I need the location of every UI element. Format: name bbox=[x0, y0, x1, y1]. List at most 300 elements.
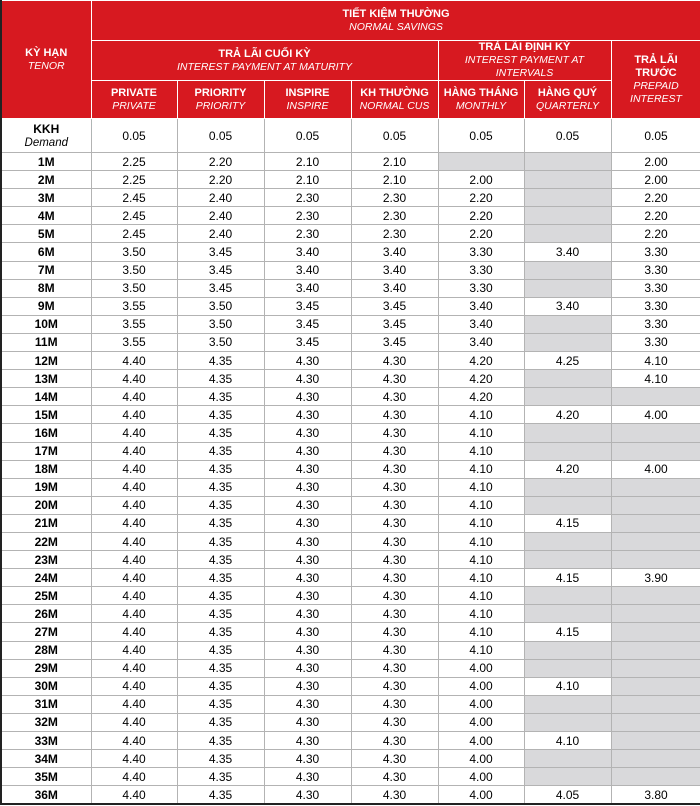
unavailable-cell bbox=[611, 750, 700, 768]
rate-cell: 4.05 bbox=[524, 786, 611, 804]
rate-cell: 4.40 bbox=[91, 768, 177, 786]
rate-cell: 4.30 bbox=[264, 641, 351, 659]
unavailable-cell bbox=[524, 333, 611, 351]
rate-cell: 2.10 bbox=[351, 153, 438, 171]
rate-cell: 3.45 bbox=[264, 333, 351, 351]
rate-cell: 4.30 bbox=[264, 478, 351, 496]
rate-cell: 3.40 bbox=[524, 243, 611, 261]
rate-cell: 3.40 bbox=[351, 261, 438, 279]
rate-cell: 4.10 bbox=[438, 551, 524, 569]
table-row bbox=[1, 207, 700, 225]
table-row bbox=[1, 424, 700, 442]
rate-cell: 4.30 bbox=[264, 750, 351, 768]
tenor-cell: 35M bbox=[1, 768, 91, 786]
rate-cell: 4.30 bbox=[264, 677, 351, 695]
rate-cell: 2.40 bbox=[177, 189, 264, 207]
rate-cell: 4.35 bbox=[177, 388, 264, 406]
table-row bbox=[1, 587, 700, 605]
rate-cell: 3.30 bbox=[611, 315, 700, 333]
tenor-header-vi: KỲ HẠN bbox=[25, 46, 68, 59]
tenor-cell: 19M bbox=[1, 478, 91, 496]
rate-cell: 3.50 bbox=[177, 315, 264, 333]
rate-cell: 3.80 bbox=[611, 786, 700, 804]
rate-cell: 4.35 bbox=[177, 713, 264, 731]
rate-cell: 4.10 bbox=[438, 587, 524, 605]
rate-cell: 4.30 bbox=[264, 605, 351, 623]
rate-cell: 4.40 bbox=[91, 496, 177, 514]
rate-cell: 4.00 bbox=[438, 713, 524, 731]
rate-cell: 2.20 bbox=[611, 225, 700, 243]
unavailable-cell bbox=[524, 225, 611, 243]
rate-cell: 4.20 bbox=[524, 406, 611, 424]
table-row bbox=[1, 677, 700, 695]
rate-cell: 4.10 bbox=[438, 623, 524, 641]
unavailable-cell bbox=[524, 261, 611, 279]
tenor-cell: 7M bbox=[1, 261, 91, 279]
tenor-cell: 34M bbox=[1, 750, 91, 768]
rate-cell: 4.10 bbox=[438, 406, 524, 424]
unavailable-cell bbox=[611, 424, 700, 442]
rate-cell: 4.30 bbox=[351, 569, 438, 587]
at-intervals-vi: TRẢ LÃI ĐỊNH KỲ bbox=[478, 41, 571, 53]
rate-cell: 0.05 bbox=[91, 119, 177, 153]
rate-cell: 4.35 bbox=[177, 659, 264, 677]
tenor-header bbox=[1, 1, 91, 119]
rate-cell: 4.30 bbox=[351, 641, 438, 659]
table-row bbox=[1, 243, 700, 261]
rate-cell: 4.40 bbox=[91, 514, 177, 532]
rate-cell: 3.45 bbox=[351, 333, 438, 351]
unavailable-cell bbox=[524, 442, 611, 460]
rate-cell: 4.00 bbox=[438, 695, 524, 713]
tenor-cell: 21M bbox=[1, 514, 91, 532]
rate-cell: 4.30 bbox=[351, 677, 438, 695]
column-header-normal-cus: KH THƯỜNG NORMAL CUS bbox=[351, 81, 438, 119]
rate-cell: 3.30 bbox=[611, 333, 700, 351]
table-row bbox=[1, 406, 700, 424]
rate-cell: 3.55 bbox=[91, 297, 177, 315]
rate-cell: 4.00 bbox=[438, 750, 524, 768]
table-row bbox=[1, 605, 700, 623]
rate-cell: 2.20 bbox=[438, 225, 524, 243]
rate-cell: 4.35 bbox=[177, 587, 264, 605]
rate-cell: 4.30 bbox=[264, 569, 351, 587]
rate-cell: 3.45 bbox=[264, 297, 351, 315]
rate-cell: 4.25 bbox=[524, 352, 611, 370]
table-row bbox=[1, 478, 700, 496]
tenor-cell: 33M bbox=[1, 732, 91, 750]
rate-cell: 3.40 bbox=[438, 333, 524, 351]
table-row bbox=[1, 279, 700, 297]
rate-cell: 4.20 bbox=[438, 370, 524, 388]
unavailable-cell bbox=[524, 388, 611, 406]
tenor-cell: 23M bbox=[1, 551, 91, 569]
unavailable-cell bbox=[524, 171, 611, 189]
rate-cell: 4.00 bbox=[438, 768, 524, 786]
rate-cell: 4.40 bbox=[91, 677, 177, 695]
tenor-cell: 28M bbox=[1, 641, 91, 659]
normal-savings-en: NORMAL SAVINGS bbox=[349, 20, 443, 33]
tenor-cell: 10M bbox=[1, 315, 91, 333]
rate-cell: 4.10 bbox=[611, 352, 700, 370]
rate-cell: 4.30 bbox=[351, 496, 438, 514]
unavailable-cell bbox=[611, 677, 700, 695]
rate-cell: 4.40 bbox=[91, 442, 177, 460]
unavailable-cell bbox=[438, 153, 524, 171]
rate-cell: 4.20 bbox=[438, 388, 524, 406]
rate-cell: 4.30 bbox=[264, 695, 351, 713]
rate-cell: 2.40 bbox=[177, 207, 264, 225]
rate-cell: 4.35 bbox=[177, 424, 264, 442]
tenor-cell: 9M bbox=[1, 297, 91, 315]
rate-cell: 4.35 bbox=[177, 460, 264, 478]
tenor-cell: 6M bbox=[1, 243, 91, 261]
table-row bbox=[1, 119, 700, 153]
rate-cell: 3.30 bbox=[438, 279, 524, 297]
table-row bbox=[1, 551, 700, 569]
table-row bbox=[1, 153, 700, 171]
rate-cell: 2.00 bbox=[611, 153, 700, 171]
rate-cell: 3.30 bbox=[611, 261, 700, 279]
table-row bbox=[1, 569, 700, 587]
rate-cell: 4.35 bbox=[177, 677, 264, 695]
rate-cell: 4.30 bbox=[351, 388, 438, 406]
rate-cell: 4.30 bbox=[351, 605, 438, 623]
tenor-cell: 15M bbox=[1, 406, 91, 424]
rate-cell: 4.00 bbox=[611, 460, 700, 478]
rate-cell: 4.30 bbox=[264, 496, 351, 514]
rate-cell: 4.30 bbox=[264, 713, 351, 731]
rate-cell: 4.30 bbox=[264, 768, 351, 786]
rate-cell: 4.30 bbox=[264, 786, 351, 804]
tenor-cell: 27M bbox=[1, 623, 91, 641]
rate-cell: 4.00 bbox=[438, 677, 524, 695]
unavailable-cell bbox=[524, 424, 611, 442]
rate-cell: 4.30 bbox=[351, 713, 438, 731]
at-intervals-header bbox=[438, 41, 611, 81]
table-row bbox=[1, 496, 700, 514]
rate-cell: 3.40 bbox=[351, 243, 438, 261]
rate-cell: 4.30 bbox=[351, 424, 438, 442]
unavailable-cell bbox=[524, 370, 611, 388]
rate-cell: 4.30 bbox=[264, 551, 351, 569]
rate-cell: 4.30 bbox=[351, 587, 438, 605]
column-header-quarterly: HÀNG QUÝ QUARTERLY bbox=[524, 81, 611, 119]
tenor-cell: 4M bbox=[1, 207, 91, 225]
table-header bbox=[1, 1, 700, 119]
rate-cell: 3.40 bbox=[351, 279, 438, 297]
unavailable-cell bbox=[524, 189, 611, 207]
rate-cell: 4.40 bbox=[91, 424, 177, 442]
unavailable-cell bbox=[611, 442, 700, 460]
rate-cell: 4.40 bbox=[91, 623, 177, 641]
rate-cell: 4.10 bbox=[438, 424, 524, 442]
table-row bbox=[1, 370, 700, 388]
unavailable-cell bbox=[611, 659, 700, 677]
rate-cell: 4.40 bbox=[91, 352, 177, 370]
rate-cell: 3.50 bbox=[91, 261, 177, 279]
rate-cell: 3.30 bbox=[611, 243, 700, 261]
rate-cell: 2.30 bbox=[264, 207, 351, 225]
unavailable-cell bbox=[611, 532, 700, 550]
rate-cell: 3.40 bbox=[264, 279, 351, 297]
rate-cell: 4.35 bbox=[177, 551, 264, 569]
rate-cell: 2.30 bbox=[351, 225, 438, 243]
tenor-cell: 3M bbox=[1, 189, 91, 207]
rate-cell: 4.10 bbox=[438, 496, 524, 514]
rate-cell: 4.30 bbox=[351, 478, 438, 496]
table-row bbox=[1, 388, 700, 406]
rate-cell: 4.40 bbox=[91, 532, 177, 550]
unavailable-cell bbox=[611, 768, 700, 786]
rate-cell: 4.10 bbox=[438, 532, 524, 550]
rate-cell: 4.30 bbox=[264, 424, 351, 442]
rate-cell: 2.20 bbox=[438, 189, 524, 207]
rate-cell: 3.50 bbox=[91, 243, 177, 261]
unavailable-cell bbox=[524, 605, 611, 623]
rate-cell: 4.30 bbox=[351, 623, 438, 641]
tenor-cell: 32M bbox=[1, 713, 91, 731]
rate-cell: 4.40 bbox=[91, 587, 177, 605]
rate-cell: 0.05 bbox=[351, 119, 438, 153]
rate-cell: 0.05 bbox=[264, 119, 351, 153]
table-row bbox=[1, 442, 700, 460]
rate-cell: 4.10 bbox=[438, 478, 524, 496]
rate-cell: 2.20 bbox=[611, 189, 700, 207]
rate-cell: 4.20 bbox=[524, 460, 611, 478]
rate-cell: 2.30 bbox=[351, 189, 438, 207]
rate-cell: 4.30 bbox=[351, 659, 438, 677]
rate-cell: 2.25 bbox=[91, 153, 177, 171]
rate-cell: 4.40 bbox=[91, 569, 177, 587]
unavailable-cell bbox=[524, 315, 611, 333]
rate-cell: 3.45 bbox=[177, 243, 264, 261]
table-row bbox=[1, 315, 700, 333]
table-row bbox=[1, 713, 700, 731]
rate-cell: 4.10 bbox=[524, 677, 611, 695]
prepaid-header bbox=[611, 41, 700, 119]
table-row bbox=[1, 171, 700, 189]
tenor-cell: 2M bbox=[1, 171, 91, 189]
rate-cell: 4.15 bbox=[524, 514, 611, 532]
rate-cell: 4.40 bbox=[91, 551, 177, 569]
at-maturity-vi: TRẢ LÃI CUỐI KỲ bbox=[218, 47, 311, 60]
tenor-cell: 30M bbox=[1, 677, 91, 695]
rate-cell: 4.20 bbox=[438, 352, 524, 370]
rate-cell: 4.35 bbox=[177, 786, 264, 804]
rate-cell: 4.30 bbox=[351, 695, 438, 713]
prepaid-vi: TRẢ LÃI TRƯỚC bbox=[634, 53, 678, 79]
rate-cell: 3.50 bbox=[177, 297, 264, 315]
rate-cell: 4.10 bbox=[524, 732, 611, 750]
rate-cell: 4.30 bbox=[351, 750, 438, 768]
rate-cell: 2.30 bbox=[264, 189, 351, 207]
rate-cell: 4.30 bbox=[351, 786, 438, 804]
rate-cell: 4.00 bbox=[438, 786, 524, 804]
tenor-cell: 25M bbox=[1, 587, 91, 605]
unavailable-cell bbox=[611, 587, 700, 605]
unavailable-cell bbox=[524, 207, 611, 225]
unavailable-cell bbox=[524, 587, 611, 605]
unavailable-cell bbox=[524, 153, 611, 171]
tenor-cell: 1M bbox=[1, 153, 91, 171]
rate-cell: 3.45 bbox=[177, 279, 264, 297]
rate-cell: 4.10 bbox=[438, 514, 524, 532]
unavailable-cell bbox=[611, 605, 700, 623]
rate-cell: 4.10 bbox=[438, 605, 524, 623]
rate-cell: 4.30 bbox=[351, 442, 438, 460]
tenor-cell: 24M bbox=[1, 569, 91, 587]
normal-savings-header bbox=[91, 1, 700, 41]
rate-cell: 4.00 bbox=[438, 732, 524, 750]
rate-cell: 0.05 bbox=[611, 119, 700, 153]
rate-cell: 2.20 bbox=[438, 207, 524, 225]
table-row bbox=[1, 750, 700, 768]
unavailable-cell bbox=[524, 279, 611, 297]
rate-cell: 2.10 bbox=[351, 171, 438, 189]
rate-cell: 4.40 bbox=[91, 786, 177, 804]
rate-cell: 2.00 bbox=[438, 171, 524, 189]
rate-cell: 4.30 bbox=[351, 460, 438, 478]
table-row bbox=[1, 695, 700, 713]
rate-cell: 4.00 bbox=[611, 406, 700, 424]
tenor-cell: 36M bbox=[1, 786, 91, 804]
unavailable-cell bbox=[611, 514, 700, 532]
tenor-cell: 14M bbox=[1, 388, 91, 406]
unavailable-cell bbox=[524, 532, 611, 550]
rate-cell: 4.30 bbox=[264, 406, 351, 424]
rate-cell: 4.35 bbox=[177, 442, 264, 460]
rate-cell: 4.40 bbox=[91, 713, 177, 731]
tenor-cell: 20M bbox=[1, 496, 91, 514]
rate-cell: 4.30 bbox=[264, 532, 351, 550]
unavailable-cell bbox=[524, 551, 611, 569]
unavailable-cell bbox=[524, 768, 611, 786]
at-maturity-header bbox=[91, 41, 438, 81]
rate-cell: 3.30 bbox=[611, 279, 700, 297]
column-header-monthly: HÀNG THÁNG MONTHLY bbox=[438, 81, 524, 119]
at-maturity-en: INTEREST PAYMENT AT MATURITY bbox=[176, 60, 352, 73]
rate-cell: 4.00 bbox=[438, 659, 524, 677]
unavailable-cell bbox=[524, 750, 611, 768]
table-row bbox=[1, 189, 700, 207]
tenor-cell: 31M bbox=[1, 695, 91, 713]
rate-cell: 0.05 bbox=[524, 119, 611, 153]
unavailable-cell bbox=[611, 551, 700, 569]
rate-cell: 4.40 bbox=[91, 478, 177, 496]
tenor-cell: 12M bbox=[1, 352, 91, 370]
rate-cell: 4.10 bbox=[438, 460, 524, 478]
unavailable-cell bbox=[611, 713, 700, 731]
rate-cell: 3.40 bbox=[264, 261, 351, 279]
rate-cell: 4.35 bbox=[177, 569, 264, 587]
tenor-cell: 8M bbox=[1, 279, 91, 297]
rate-cell: 4.30 bbox=[351, 768, 438, 786]
rate-cell: 4.35 bbox=[177, 732, 264, 750]
rate-cell: 4.40 bbox=[91, 750, 177, 768]
table-row bbox=[1, 297, 700, 315]
rate-cell: 3.45 bbox=[351, 297, 438, 315]
tenor-cell: 18M bbox=[1, 460, 91, 478]
rate-cell: 3.40 bbox=[438, 315, 524, 333]
rate-cell: 2.30 bbox=[264, 225, 351, 243]
rate-cell: 4.15 bbox=[524, 623, 611, 641]
rate-cell: 4.30 bbox=[264, 388, 351, 406]
unavailable-cell bbox=[611, 623, 700, 641]
table-row bbox=[1, 786, 700, 804]
rate-cell: 4.30 bbox=[351, 406, 438, 424]
rate-cell: 3.45 bbox=[177, 261, 264, 279]
rate-cell: 3.50 bbox=[91, 279, 177, 297]
rate-cell: 4.30 bbox=[264, 370, 351, 388]
tenor-cell: KKH Demand bbox=[1, 119, 91, 153]
rate-cell: 4.30 bbox=[351, 732, 438, 750]
rate-cell: 4.30 bbox=[351, 532, 438, 550]
table-row bbox=[1, 623, 700, 641]
rate-cell: 2.30 bbox=[351, 207, 438, 225]
rate-cell: 4.30 bbox=[351, 514, 438, 532]
tenor-header-en: TENOR bbox=[27, 59, 65, 72]
unavailable-cell bbox=[524, 659, 611, 677]
rate-cell: 4.40 bbox=[91, 695, 177, 713]
table-row bbox=[1, 532, 700, 550]
rate-cell: 3.30 bbox=[438, 261, 524, 279]
rate-cell: 3.30 bbox=[611, 297, 700, 315]
normal-savings-vi: TIẾT KIỆM THƯỜNG bbox=[342, 7, 450, 20]
table-body bbox=[1, 119, 700, 804]
rate-cell: 4.35 bbox=[177, 352, 264, 370]
tenor-cell: 29M bbox=[1, 659, 91, 677]
rate-cell: 4.30 bbox=[264, 587, 351, 605]
table-row bbox=[1, 641, 700, 659]
rate-cell: 4.10 bbox=[611, 370, 700, 388]
rate-cell: 4.35 bbox=[177, 750, 264, 768]
rate-cell: 4.35 bbox=[177, 496, 264, 514]
unavailable-cell bbox=[524, 641, 611, 659]
rate-cell: 4.10 bbox=[438, 442, 524, 460]
column-header-inspire: INSPIRE INSPIRE bbox=[264, 81, 351, 119]
rate-cell: 2.20 bbox=[177, 153, 264, 171]
rate-cell: 2.45 bbox=[91, 189, 177, 207]
tenor-cell: 16M bbox=[1, 424, 91, 442]
rate-cell: 4.40 bbox=[91, 370, 177, 388]
rate-cell: 3.55 bbox=[91, 333, 177, 351]
rate-cell: 2.45 bbox=[91, 225, 177, 243]
tenor-cell: 11M bbox=[1, 333, 91, 351]
rate-cell: 4.40 bbox=[91, 388, 177, 406]
rate-cell: 4.30 bbox=[264, 442, 351, 460]
rate-cell: 4.30 bbox=[264, 623, 351, 641]
rate-cell: 4.40 bbox=[91, 641, 177, 659]
unavailable-cell bbox=[524, 695, 611, 713]
rate-cell: 4.35 bbox=[177, 641, 264, 659]
rate-cell: 3.90 bbox=[611, 569, 700, 587]
rate-cell: 4.30 bbox=[351, 370, 438, 388]
rate-cell: 4.30 bbox=[351, 551, 438, 569]
rate-cell: 4.30 bbox=[264, 514, 351, 532]
rate-cell: 3.30 bbox=[438, 243, 524, 261]
table-row bbox=[1, 333, 700, 351]
rate-cell: 4.35 bbox=[177, 532, 264, 550]
table-row bbox=[1, 768, 700, 786]
rate-cell: 4.35 bbox=[177, 406, 264, 424]
column-header-priority: PRIORITY PRIORITY bbox=[177, 81, 264, 119]
rate-cell: 4.35 bbox=[177, 695, 264, 713]
unavailable-cell bbox=[524, 713, 611, 731]
rate-cell: 2.25 bbox=[91, 171, 177, 189]
rate-cell: 3.50 bbox=[177, 333, 264, 351]
rate-cell: 4.30 bbox=[264, 732, 351, 750]
